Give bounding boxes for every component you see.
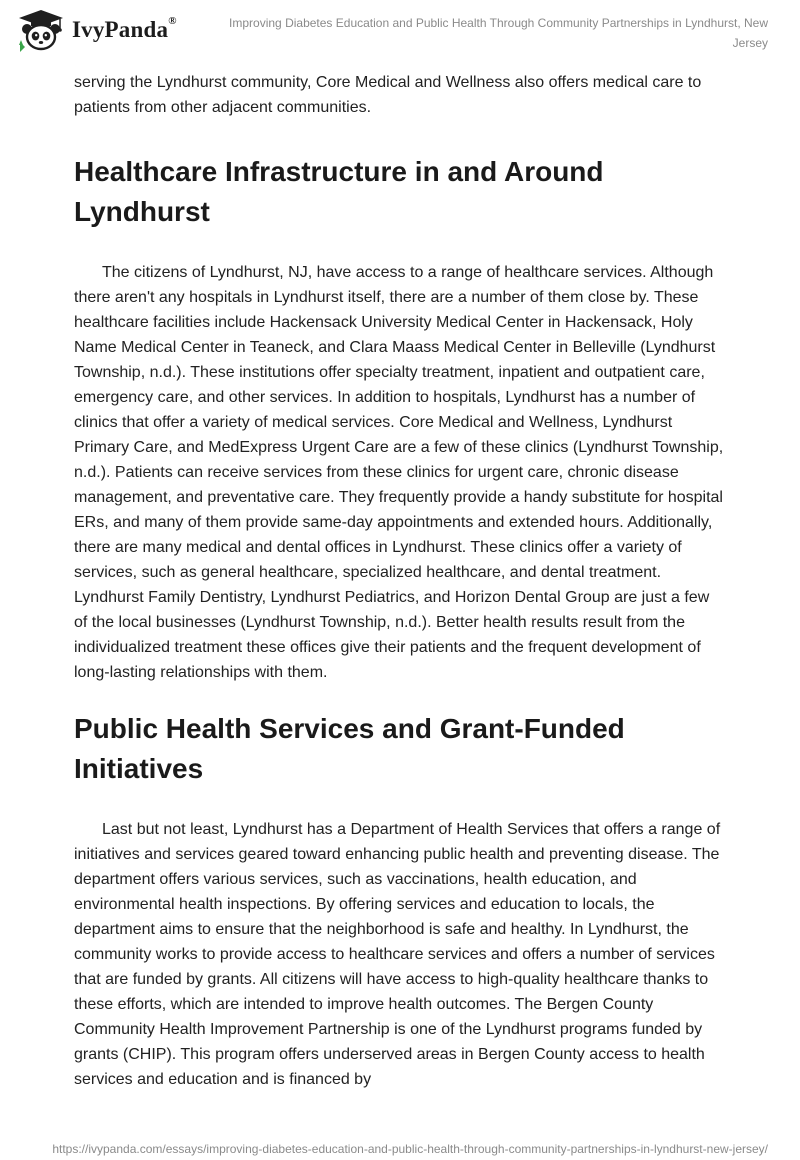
source-url[interactable]: https://ivypanda.com/essays/improving-diabetes-education-and-public-health-through-community-partnerships-in-lyndhurst-new-jersey/ xyxy=(52,1142,768,1156)
registered-mark: ® xyxy=(168,15,177,27)
section-heading-healthcare-infrastructure: Healthcare Infrastructure in and Around Lyndhurst xyxy=(74,156,604,227)
page-header xyxy=(0,0,800,60)
section-heading-public-health-services: Public Health Services and Grant-Funded Initiatives xyxy=(74,713,625,784)
essay-content xyxy=(74,70,726,1092)
section-paragraph-public-health-services: Last but not least, Lyndhurst has a Department of Health Services that offers a range of initiatives and services geared toward enhancing public health and preventing disease. The department offers various services, such as vaccinations, health education, and environmental health inspections. By offering services and education to locals, the department aims to ensure that the neighborhood is safe and healthy. In Lyndhurst, the community works to provide access to healthcare services and offers a number of services that are funded by grants. All citizens will have access to high-quality healthcare thanks to these efforts, which are intended to improve health outcomes. The Bergen County Community Health Improvement Partnership is one of the Lyndhurst programs funded by grants (CHIP). This program offers underserved areas in Bergen County access to health services and education and is financed by xyxy=(74,821,721,1088)
panda-graduate-icon xyxy=(16,8,66,52)
brand-name: IvyPanda® xyxy=(72,15,177,42)
ivypanda-logo[interactable] xyxy=(16,8,177,52)
intro-paragraph-continued: serving the Lyndhurst community, Core Medical and Wellness also offers medical care to patients from other adjacent communities. xyxy=(74,74,702,116)
section-paragraph-healthcare-infrastructure: The citizens of Lyndhurst, NJ, have access to a range of healthcare services. Although there aren't any hospitals in Lyndhurst itself, there are a number of them close by. These healthcare facilities include Hackensack University Medical Center in Hackensack, Holy Name Medical Center in Teaneck, and Clara Maass Medical Center in Belleville (Lyndhurst Township, n.d.). These institutions offer specialty treatment, inpatient and outpatient care, emergency care, and other services. In addition to hospitals, Lyndhurst has a number of clinics that offer a variety of medical services. Core Medical and Wellness, Lyndhurst Primary Care, and MedExpress Urgent Care are a few of these clinics (Lyndhurst Township, n.d.). Patients can receive services from these clinics for urgent care, chronic disease management, and preventative care. They frequently provide a handy substitute for hospital ERs, and many of them provide same-day appointments and extended hours. Additionally, there are many medical and dental offices in Lyndhurst. These clinics offer a variety of services, such as general healthcare, specialized healthcare, and dental treatment. Lyndhurst Family Dentistry, Lyndhurst Pediatrics, and Horizon Dental Group are just a few of the local businesses (Lyndhurst Township, n.d.). Better health results result from the individualized treatment these offices give their patients and the frequent development of long-lasting relationships with them. xyxy=(74,264,724,681)
document-title: Improving Diabetes Education and Public Health Through Community Partnerships in Lyndhurst, New Jersey xyxy=(229,16,768,50)
